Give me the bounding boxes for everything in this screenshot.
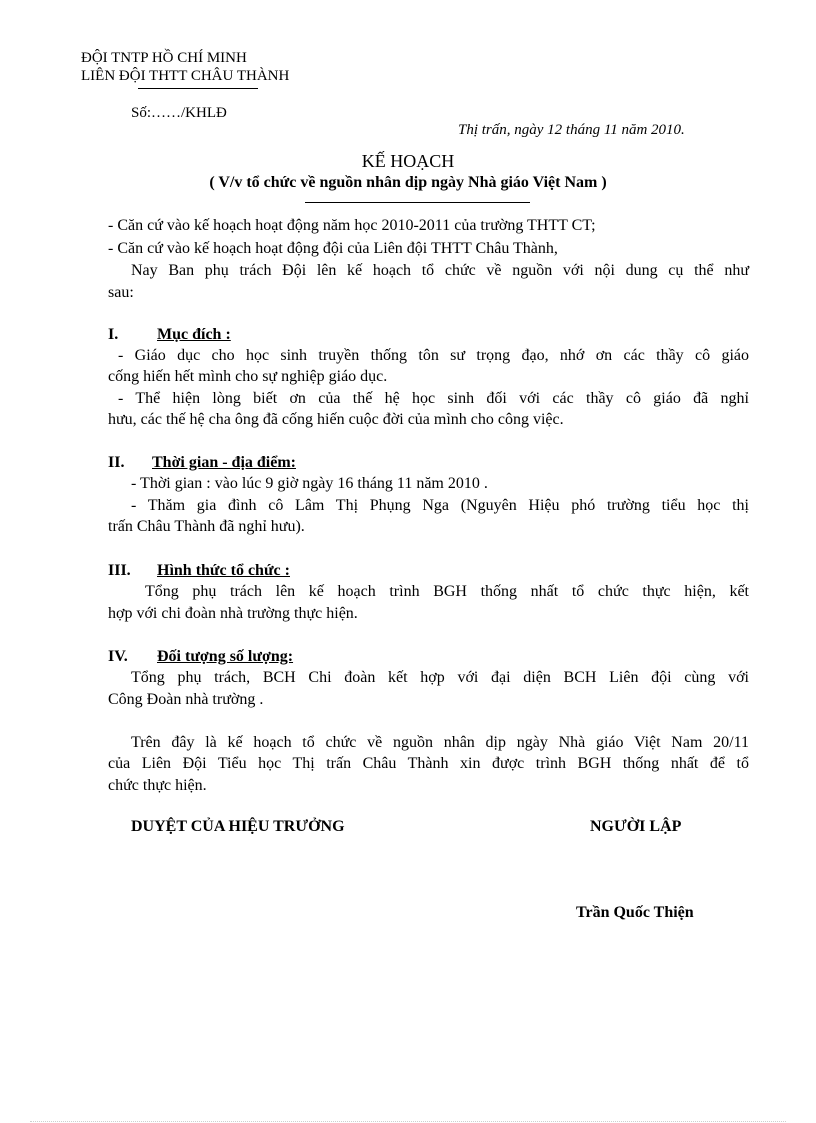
section-3-para-1-line-1: Tổng phụ trách lên kế hoạch trình BGH thống nhất tổ chức thực hiện, kết xyxy=(145,583,749,600)
section-3-heading: Hình thức tổ chức : xyxy=(157,562,290,579)
section-4-para-1-line-1: Tổng phụ trách, BCH Chi đoàn kết hợp với đại diện BCH Liên đội cùng với xyxy=(131,669,749,686)
date-line: Thị trấn, ngày 12 tháng 11 năm 2010. xyxy=(458,122,685,138)
section-1-number: I. xyxy=(108,326,119,343)
org-underline xyxy=(138,88,258,89)
section-1-para-1-line-1: - Giáo dục cho học sinh truyền thống tôn sư trọng đạo, nhớ ơn các thầy cô giáo xyxy=(118,347,749,364)
org-line-1: ĐỘI TNTP HỒ CHÍ MINH xyxy=(81,50,247,66)
section-4-heading: Đối tượng số lượng: xyxy=(157,648,294,665)
subtitle-underline xyxy=(305,202,530,203)
page-title: KẾ HOẠCH xyxy=(361,151,455,171)
closing-line-1: Trên đây là kế hoạch tổ chức về nguồn nhân dịp ngày Nhà giáo Việt Nam 20/11 xyxy=(131,734,749,751)
page-bottom-divider xyxy=(30,1121,786,1122)
section-1-para-1-line-2: cống hiến hết mình cho sự nghiệp giáo dục. xyxy=(108,368,388,385)
section-2-number: II. xyxy=(108,454,125,471)
statement-line-1: Nay Ban phụ trách Đội lên kế hoạch tổ chức về nguồn với nội dung cụ thể như xyxy=(131,262,749,279)
section-3-para-1-line-2: hợp với chi đoàn nhà trường thực hiện. xyxy=(108,605,358,622)
page-subtitle: ( V/v tổ chức về nguồn nhân dịp ngày Nhà giáo Việt Nam ) xyxy=(209,174,607,191)
signer-name: Trần Quốc Thiện xyxy=(576,904,694,921)
basis-line-1: - Căn cứ vào kế hoạch hoạt động năm học 2010-2011 của trường THTT CT; xyxy=(108,217,596,234)
section-4-number: IV. xyxy=(108,648,128,665)
section-4-para-1-line-2: Công Đoàn nhà trường . xyxy=(108,691,264,708)
author-title: NGƯỜI LẬP xyxy=(590,818,682,835)
section-1-para-2-line-2: hưu, các thế hệ cha ông đã cống hiến cuộc đời của mình cho công việc. xyxy=(108,411,564,428)
basis-line-2: - Căn cứ vào kế hoạch hoạt động đội của Liên đội THTT Châu Thành, xyxy=(108,240,558,257)
statement-line-2: sau: xyxy=(108,284,134,301)
section-1-para-2-line-1: - Thể hiện lòng biết ơn của thế hệ học sinh đối với các thầy cô giáo đã nghỉ xyxy=(118,390,749,407)
approval-title: DUYỆT CỦA HIỆU TRƯỞNG xyxy=(131,818,345,835)
section-1-heading: Mục đích : xyxy=(157,326,231,343)
closing-line-2: của Liên Đội Tiểu học Thị trấn Châu Thành xin được trình BGH thống nhất để tổ xyxy=(108,755,749,772)
section-3-number: III. xyxy=(108,562,131,579)
closing-line-3: chức thực hiện. xyxy=(108,777,207,794)
org-line-2: LIÊN ĐỘI THTT CHÂU THÀNH xyxy=(81,68,290,84)
document-number: Số:……/KHLĐ xyxy=(131,105,227,121)
section-2-heading: Thời gian - địa điểm: xyxy=(152,454,296,471)
section-2-para-2-line-1: - Thăm gia đình cô Lâm Thị Phụng Nga (Nguyên Hiệu phó trường tiểu học thị xyxy=(131,497,749,514)
section-2-para-1: - Thời gian : vào lúc 9 giờ ngày 16 tháng 11 năm 2010 . xyxy=(131,475,488,492)
section-2-para-2-line-2: trấn Châu Thành đã nghỉ hưu). xyxy=(108,518,305,535)
